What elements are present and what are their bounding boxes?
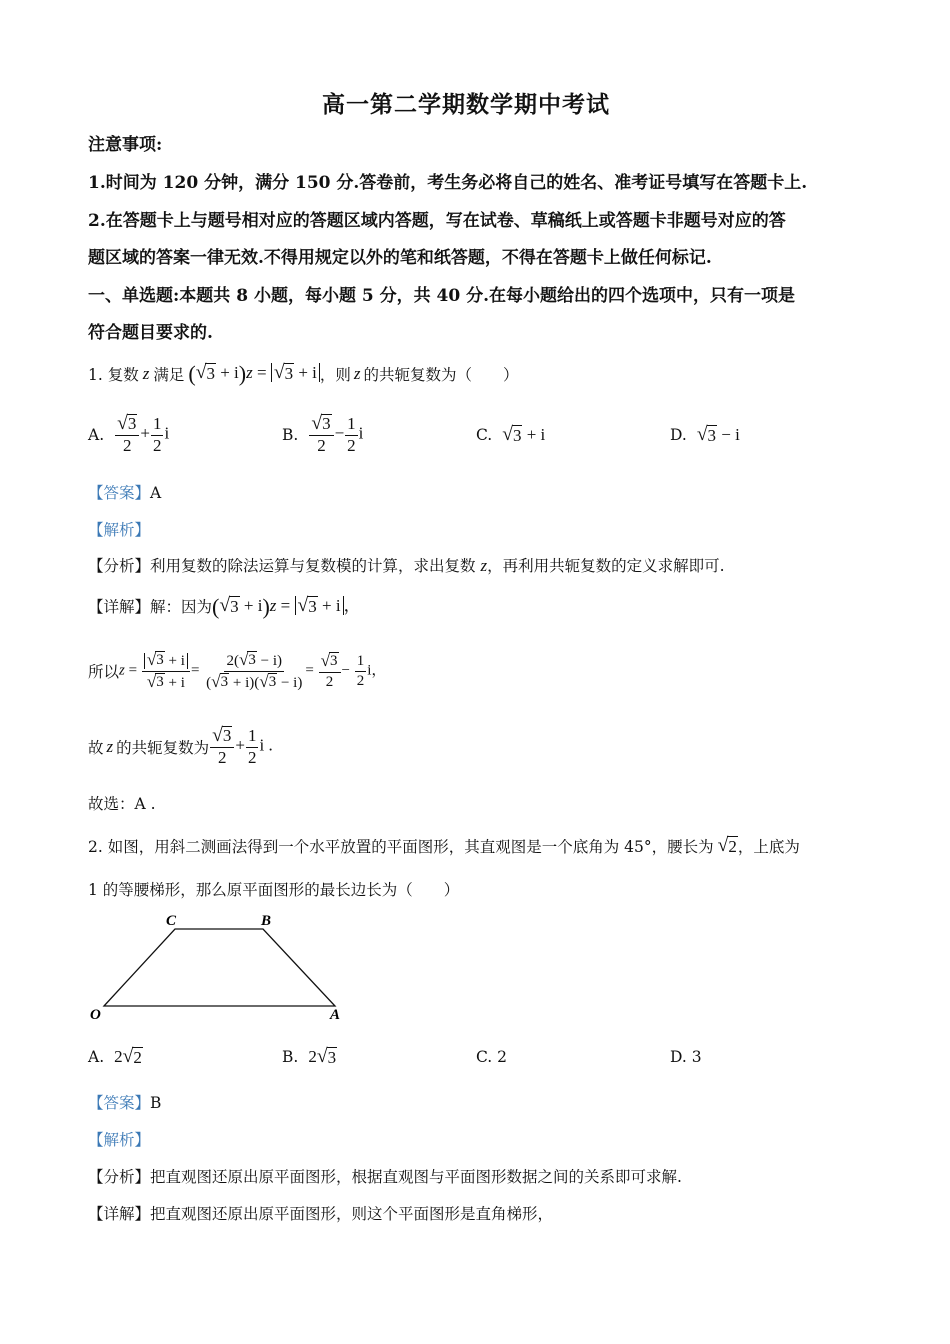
q2-trapezoid-figure: [80, 905, 360, 1025]
q1-therefore-var: z: [106, 737, 114, 756]
q1-so-label: 所以: [88, 663, 120, 681]
q2-option-a[interactable]: [88, 1042, 143, 1072]
q2-fenxi: [88, 1165, 682, 1187]
q2-option-a-value: 2 √ 2: [114, 1045, 142, 1067]
q1-suffix-a: ，则: [319, 366, 351, 384]
q1-var-z: z: [142, 364, 150, 383]
q1-stem: [88, 354, 519, 394]
q1-detail-eq: ( √ 3 + i)z = √ 3 + i ，: [212, 594, 361, 620]
q1-so: [88, 640, 386, 702]
q2-detail-tag: 【详解】: [88, 1205, 151, 1223]
q2-stem-line2: 1 的等腰梯形，那么原平面图形的最长边长为（ ）: [88, 881, 460, 899]
q2-option-b[interactable]: [282, 1042, 337, 1072]
q1-therefore-mid: 的共轭复数为: [116, 739, 210, 757]
notice-heading: 注意事项:: [88, 135, 163, 155]
q1-suffix-b: 的共轭复数为（ ）: [363, 366, 519, 384]
q2-analysis-tag: 【解析】: [88, 1131, 151, 1149]
q2-option-a-label: A.: [88, 1048, 105, 1066]
q2-answer-value: B: [150, 1094, 162, 1112]
q1-option-d[interactable]: [670, 412, 740, 458]
q1-so-eq: z = √ 3 + i √ 3 + i = 2( √ 3 − i) ( √ 3 + i)( √ 3 − i) = √ 3 2 − $\frac{1}{2}$ i，: [119, 650, 387, 691]
page-title: 高一第二学期数学期中考试: [322, 91, 610, 118]
q2-detail-text: 把直观图还原出原平面图形，则这个平面图形是直角梯形，: [150, 1205, 554, 1223]
notice-item-2-line1: 2.在答题卡上与题号相对应的答题区域内答题，写在试卷、草稿纸上或答题卡非题号对应的答: [88, 211, 786, 231]
q1-option-c-value: √ 3 + i: [502, 423, 546, 445]
q1-option-c[interactable]: [476, 412, 545, 458]
label-b: B: [261, 913, 272, 929]
q1-mid: 满足: [153, 366, 185, 384]
q1-answer-tag: 【答案】: [88, 484, 151, 502]
q1-option-b[interactable]: [282, 412, 363, 458]
q2-option-b-label: B.: [282, 1048, 299, 1066]
section-heading-line1: 一、单选题:本题共 8 小题，每小题 5 分，共 40 分.在每小题给出的四个选项中，只有一项是: [88, 286, 796, 306]
q2-detail: [88, 1202, 553, 1224]
q1-detail-text: 解：因为: [150, 598, 213, 616]
q1-fenxi-tag: 【分析】: [88, 557, 151, 575]
notice-item-2-line2: 题区域的答案一律无效.不得用规定以外的笔和纸答题，不得在答题卡上做任何标记.: [88, 248, 712, 268]
q1-fenxi-text: 利用复数的除法运算与复数模的计算，求出复数: [150, 557, 476, 575]
q1-equation: ( √ 3 + i)z = √ 3 + i: [188, 361, 320, 387]
q1-option-c-label: C.: [476, 426, 493, 444]
q2-option-d[interactable]: D. 3: [670, 1048, 702, 1066]
q2-option-b-value: 2 √ 3: [308, 1045, 337, 1067]
q1-therefore-value: √ 3 2 + $\frac{1}{2}$ i .: [212, 725, 273, 767]
q1-fenxi-var: z: [480, 556, 488, 575]
label-a: A: [330, 1007, 341, 1023]
q2-line1-text: 2. 如图，用斜二测画法得到一个水平放置的平面图形，其直观图是一个底角为 45°，腰长为: [88, 838, 714, 856]
q1-prefix: 1. 复数: [88, 366, 139, 384]
q2-line1-tail: ，上底为: [737, 838, 800, 856]
q1-option-a-value: √ 3 2 + $\frac{1}{2}$ i: [117, 413, 170, 455]
q1-detail-tag: 【详解】: [88, 598, 151, 616]
q1-option-b-value: √ 3 2 − $\frac{1}{2}$ i: [311, 413, 364, 455]
q1-fenxi-tail: ，再利用共轭复数的定义求解即可.: [487, 557, 725, 575]
q1-analysis-tag: 【解析】: [88, 521, 151, 539]
q1-fenxi: [88, 554, 725, 576]
q1-answer: [88, 481, 161, 503]
q1-option-d-label: D.: [670, 426, 687, 444]
q1-option-d-value: √ 3 − i: [696, 423, 740, 445]
q1-detail: [88, 588, 361, 624]
q1-therefore-label: 故: [88, 739, 104, 757]
q1-choose: 故选：A .: [88, 795, 156, 813]
section-heading-line2: 符合题目要求的.: [88, 323, 213, 343]
q2-answer-tag: 【答案】: [88, 1094, 151, 1112]
q1-option-a[interactable]: [88, 412, 169, 458]
notice-item-1: 1.时间为 120 分钟，满分 150 分.答卷前，考生务必将自己的姓名、准考证号填写在答题卡上.: [88, 173, 808, 193]
q1-therefore: [88, 722, 273, 772]
q2-answer: [88, 1091, 161, 1113]
q2-sqrt2: √ 2: [717, 834, 737, 856]
q2-option-c[interactable]: C. 2: [476, 1048, 508, 1066]
q2-fenxi-text: 把直观图还原出原平面图形，根据直观图与平面图形数据之间的关系即可求解.: [150, 1168, 682, 1186]
label-o: O: [90, 1007, 101, 1023]
q1-var-z-2: z: [353, 364, 361, 383]
label-c: C: [166, 913, 177, 929]
q1-answer-value: A: [150, 484, 162, 502]
q1-option-b-label: B.: [282, 426, 299, 444]
trapezoid-shape: [104, 929, 335, 1006]
q1-option-a-label: A.: [88, 426, 105, 444]
q2-fenxi-tag: 【分析】: [88, 1168, 151, 1186]
q2-stem-line1: [88, 830, 800, 862]
